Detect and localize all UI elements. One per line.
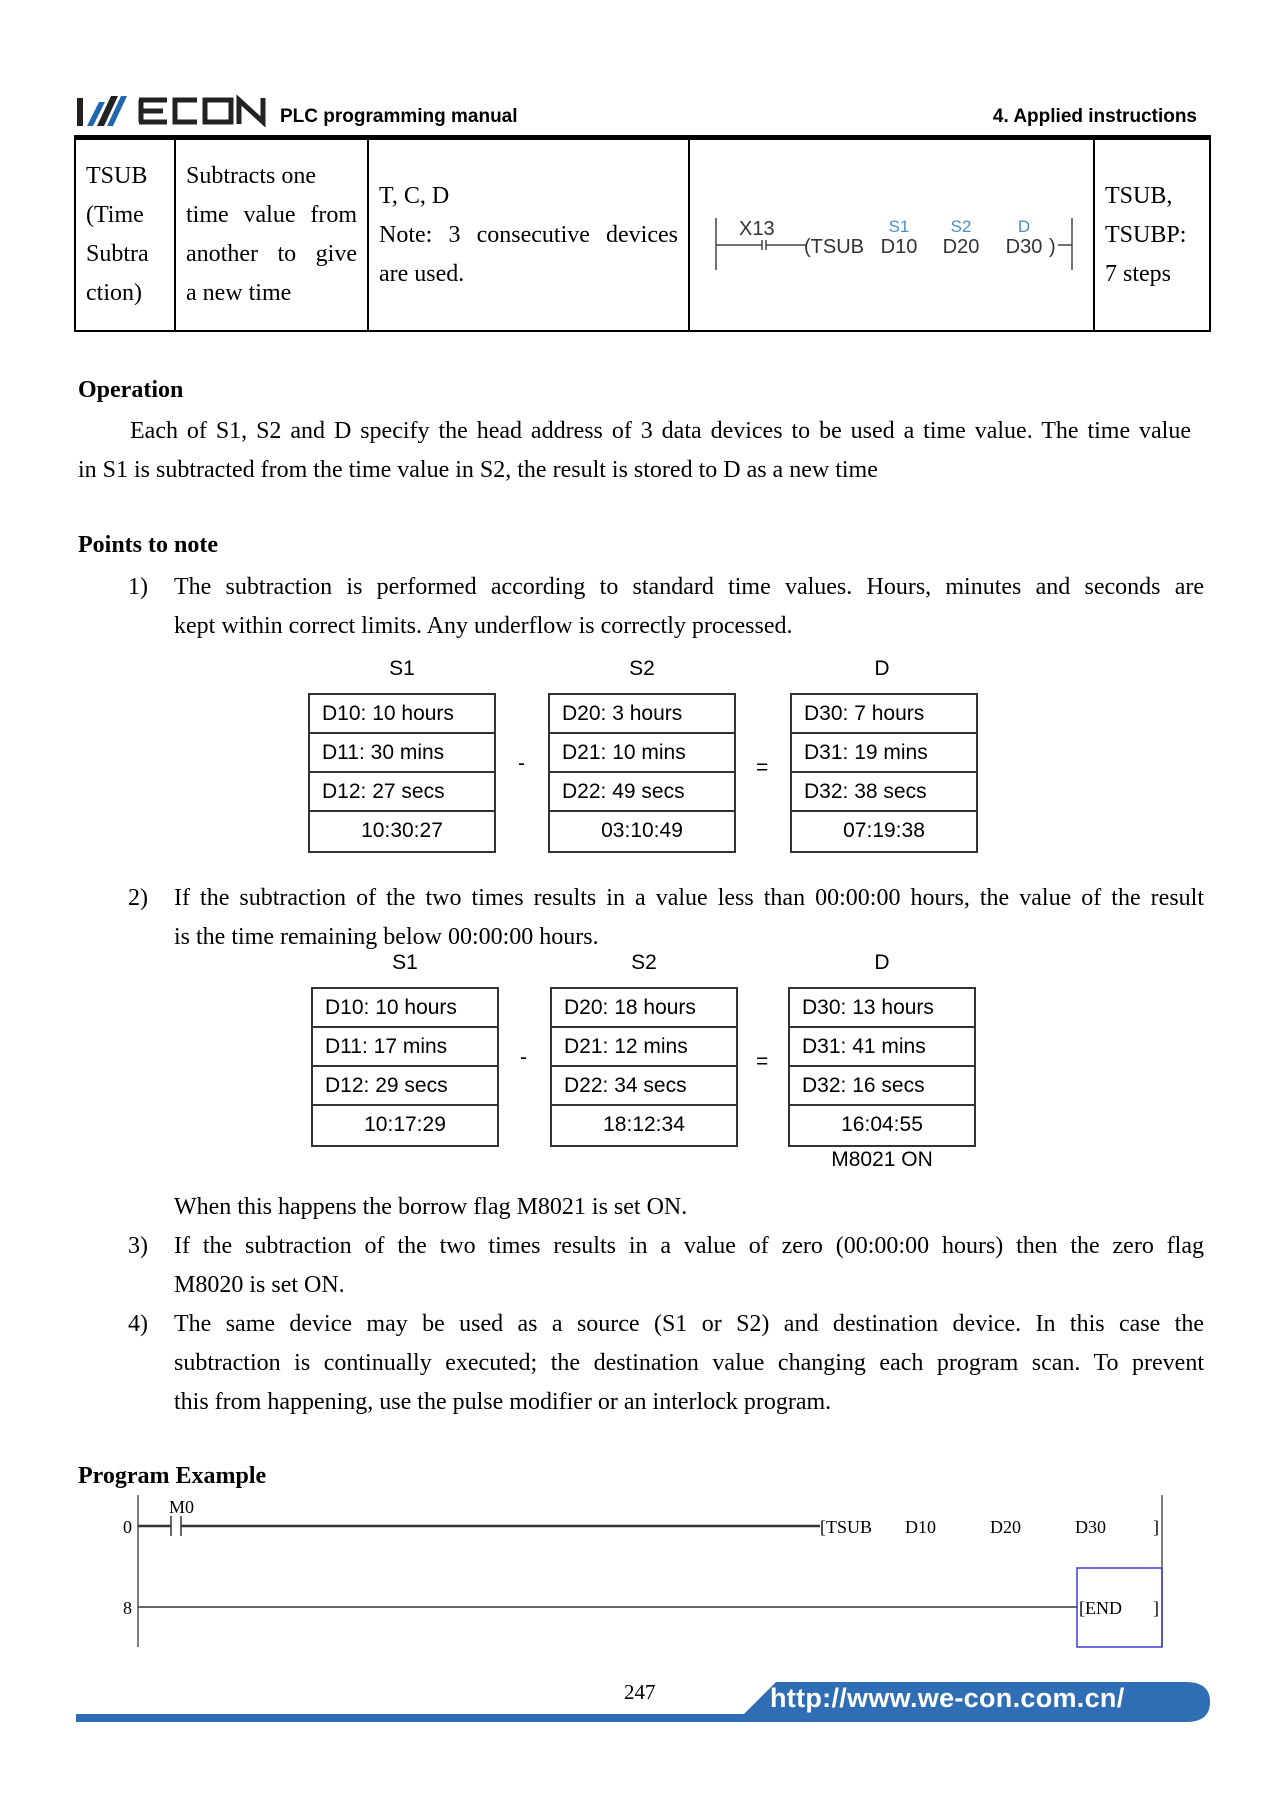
- row-secs: D12: 27 secs: [310, 773, 494, 812]
- points-heading: Points to note: [78, 532, 218, 558]
- row-secs: D22: 34 secs: [552, 1067, 736, 1106]
- label-s1: S1: [389, 657, 415, 680]
- row-mins: D31: 19 mins: [792, 734, 976, 773]
- label-s2: S2: [631, 951, 657, 974]
- cell-line: Subtra: [86, 241, 149, 267]
- equals-sign: =: [756, 1050, 769, 1073]
- steps-cell: [1095, 140, 1211, 330]
- operation-line-2: in S1 is subtracted from the time value in S2, the result is stored to D as a new time: [78, 457, 878, 483]
- row-hours: D30: 7 hours: [792, 695, 976, 734]
- page-number: 247: [624, 1680, 656, 1704]
- label-d: D: [874, 657, 890, 680]
- contact-label: X13: [739, 218, 775, 240]
- operation-text: Each of S1, S2 and D specify the head address of 3 data devices to be used a time value. The time value: [130, 418, 1191, 444]
- item-2-line-1: If the subtraction of the two times results in a value less than 00:00:00 hours, the value of the result: [174, 885, 1204, 911]
- minus-sign: -: [518, 752, 525, 775]
- instruction: [END: [1079, 1598, 1122, 1618]
- ladder-diagram-format: [714, 210, 1079, 280]
- row-secs: D22: 49 secs: [550, 773, 734, 812]
- operand-label-s1: S1: [888, 217, 910, 236]
- function-cell: [176, 140, 369, 330]
- instruction-name-cell: [76, 140, 176, 330]
- label-d: D: [874, 951, 890, 974]
- rung-step: 0: [123, 1517, 132, 1537]
- operand-label-s2: S2: [950, 217, 972, 236]
- row-total: 16:04:55: [841, 1113, 923, 1136]
- s2-box: [548, 693, 736, 853]
- operand-device-s1: D10: [880, 236, 918, 258]
- item-3-line-1: If the subtraction of the two times results in a value of zero (00:00:00 hours) then the zero flag: [174, 1233, 1204, 1259]
- label-s1: S1: [392, 951, 418, 974]
- manual-title: PLC programming manual: [280, 106, 518, 127]
- wecon-logo: [77, 92, 272, 128]
- operand-device-d: D30: [1005, 236, 1043, 258]
- cell-line: a new time: [186, 280, 292, 306]
- cell-line: TSUBP:: [1105, 221, 1187, 248]
- cell-line: Note: 3 consecutive devices: [379, 221, 678, 248]
- item-4-line-1: The same device may be used as a source (S1 or S2) and destination device. In this case the: [174, 1311, 1204, 1337]
- item-4-number: 4): [128, 1311, 148, 1337]
- s1-box: [308, 693, 496, 853]
- item-4-line-2: subtraction is continually executed; the destination value changing each program scan. To prevent: [174, 1350, 1204, 1376]
- close-bracket: ]: [1153, 1598, 1159, 1618]
- s1-box: [311, 987, 499, 1147]
- item-2-number: 2): [128, 885, 148, 911]
- operand: D10: [905, 1517, 936, 1537]
- operand: D20: [990, 1517, 1021, 1537]
- row-total: 07:19:38: [843, 819, 925, 842]
- item-4-line-3: this from happening, use the pulse modifier or an interlock program.: [174, 1389, 832, 1415]
- d-box: [790, 693, 978, 853]
- operand-device-s2: D20: [942, 236, 980, 258]
- row-total: 18:12:34: [603, 1113, 685, 1136]
- row-secs: D32: 38 secs: [792, 773, 976, 812]
- section-title: 4. Applied instructions: [992, 106, 1197, 127]
- operand-label-d: D: [1017, 217, 1031, 236]
- operands-cell: [369, 140, 690, 330]
- contact-label: M0: [169, 1497, 195, 1517]
- item-3-number: 3): [128, 1233, 148, 1259]
- row-total: 10:17:29: [364, 1113, 446, 1136]
- row-mins: D31: 41 mins: [790, 1028, 974, 1067]
- cell-line: (Time: [86, 202, 144, 228]
- mnemonic: (TSUB: [804, 236, 864, 258]
- program-example-heading: Program Example: [78, 1463, 267, 1489]
- label-s2: S2: [629, 657, 655, 680]
- instruction: [TSUB: [820, 1517, 873, 1537]
- row-secs: D12: 29 secs: [313, 1067, 497, 1106]
- row-total: 10:30:27: [361, 819, 443, 842]
- row-hours: D10: 10 hours: [313, 989, 497, 1028]
- row-mins: D21: 10 mins: [550, 734, 734, 773]
- ladder-program: [115, 1495, 1175, 1650]
- cell-line: another to give: [186, 241, 357, 267]
- cell-line: Subtracts one: [186, 163, 316, 189]
- item-1-number: 1): [128, 574, 148, 600]
- d-box: [788, 987, 976, 1147]
- cell-line: ction): [86, 280, 142, 306]
- cell-line: time value from: [186, 202, 357, 228]
- equals-sign: =: [756, 756, 769, 779]
- row-secs: D32: 16 secs: [790, 1067, 974, 1106]
- cell-line: TSUB,: [1105, 182, 1173, 209]
- row-mins: D11: 30 mins: [310, 734, 494, 773]
- close-bracket: ]: [1153, 1517, 1159, 1537]
- row-hours: D30: 13 hours: [790, 989, 974, 1028]
- website-link[interactable]: http://www.we-con.com.cn/: [770, 1683, 1125, 1713]
- borrow-flag-note: M8021 ON: [831, 1148, 933, 1171]
- cell-line: T, C, D: [379, 182, 450, 209]
- item-3-line-2: M8020 is set ON.: [174, 1272, 345, 1298]
- cell-line: TSUB: [86, 163, 148, 189]
- row-hours: D20: 3 hours: [550, 695, 734, 734]
- row-mins: D21: 12 mins: [552, 1028, 736, 1067]
- rung-step: 8: [123, 1598, 132, 1618]
- item-1-line-2: kept within correct limits. Any underflow is correctly processed.: [174, 613, 793, 639]
- cell-line: 7 steps: [1105, 260, 1171, 287]
- operation-heading: Operation: [78, 377, 184, 403]
- minus-sign: -: [520, 1046, 527, 1069]
- row-hours: D10: 10 hours: [310, 695, 494, 734]
- item-1-line-1: The subtraction is performed according to standard time values. Hours, minutes and seconds are: [174, 574, 1204, 600]
- row-hours: D20: 18 hours: [552, 989, 736, 1028]
- operation-line-1: [78, 412, 1191, 451]
- cell-line: are used.: [379, 260, 465, 287]
- borrow-flag-text: When this happens the borrow flag M8021 is set ON.: [174, 1194, 688, 1220]
- item-2-line-2: is the time remaining below 00:00:00 hours.: [174, 924, 599, 950]
- operand: D30: [1075, 1517, 1106, 1537]
- close-paren: ): [1049, 236, 1056, 258]
- row-total: 03:10:49: [601, 819, 683, 842]
- s2-box: [550, 987, 738, 1147]
- row-mins: D11: 17 mins: [313, 1028, 497, 1067]
